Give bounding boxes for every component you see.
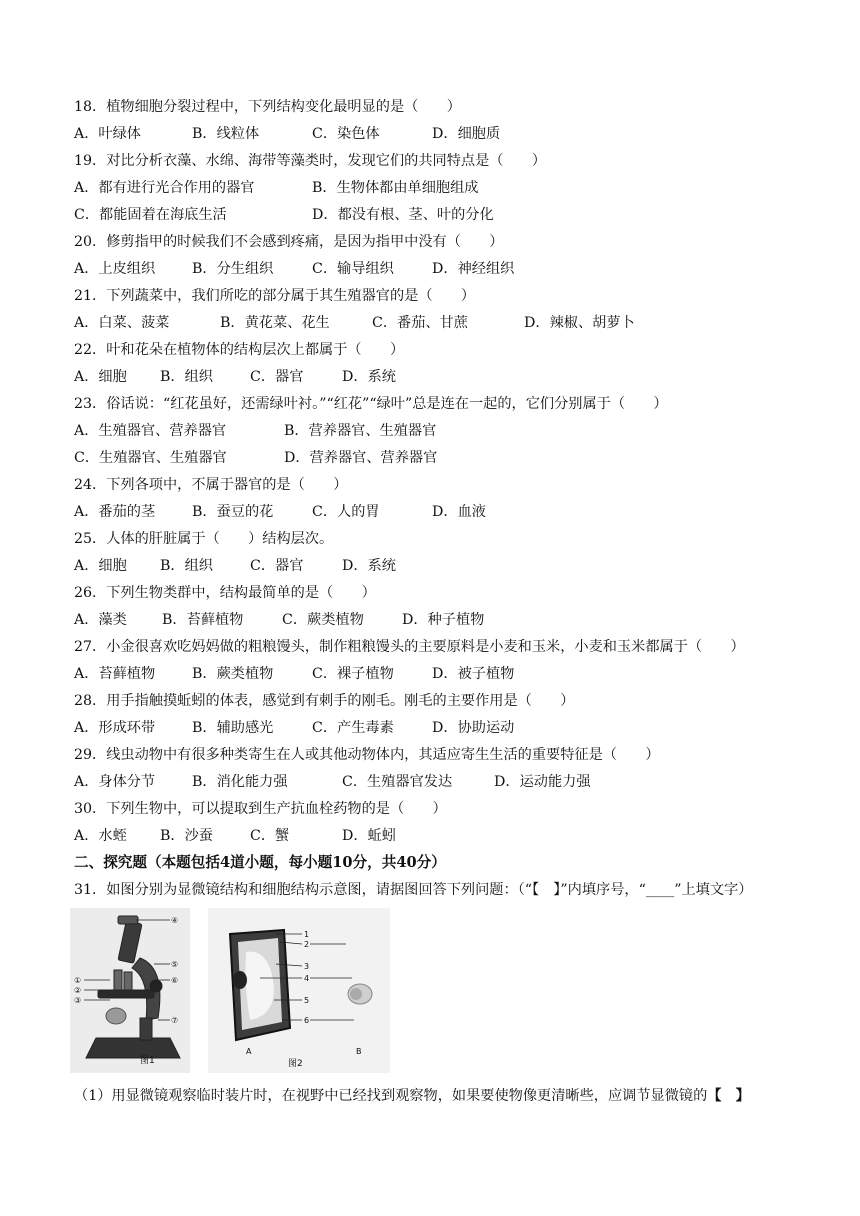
option: D．都没有根、茎、叶的分化	[312, 207, 494, 223]
cell-label-2: 2	[304, 940, 310, 949]
figure2-label-a: A	[246, 1047, 252, 1056]
option: C．蟹	[250, 828, 290, 844]
option: D．神经组织	[432, 261, 515, 277]
option: C．裸子植物	[312, 666, 394, 682]
question-stem: 19．对比分析衣藻、水绵、海带等藻类时，发现它们的共同特点是（ ）	[74, 153, 547, 169]
question-stem: 18．植物细胞分裂过程中，下列结构变化最明显的是（ ）	[74, 99, 461, 115]
option: C．生殖器官发达	[342, 774, 453, 790]
microscope-label-1: ①	[74, 976, 82, 985]
option: A．形成环带	[74, 720, 156, 736]
option: B．沙蚕	[160, 828, 213, 844]
option: A．生殖器官、营养器官	[74, 423, 227, 439]
option: A．细胞	[74, 558, 127, 574]
question-stem: 21．下列蔬菜中，我们所吃的部分属于其生殖器官的是（ ）	[74, 288, 476, 304]
option: B．苔藓植物	[162, 612, 244, 628]
cell-label-1: 1	[304, 930, 310, 939]
option: B．组织	[160, 369, 213, 385]
option: A．番茄的茎	[74, 504, 156, 520]
option: D．系统	[342, 558, 396, 574]
option: B．黄花菜、花生	[220, 315, 330, 331]
question-stem: 24．下列各项中，不属于器官的是（ ）	[74, 477, 348, 493]
cell-label-3: 3	[304, 962, 310, 971]
question-stem: 26．下列生物类群中，结构最简单的是（ ）	[74, 585, 376, 601]
microscope-label-6: ⑥	[171, 976, 179, 985]
option: D．种子植物	[402, 612, 485, 628]
option: A．水蛭	[74, 828, 127, 844]
option: A．苔藓植物	[74, 666, 156, 682]
q31-sub-question-1	[74, 1086, 750, 1106]
option: C．都能固着在海底生活	[74, 207, 227, 223]
option: B．蚕豆的花	[192, 504, 274, 520]
option: D．被子植物	[432, 666, 515, 682]
option: D．血液	[432, 504, 486, 520]
option: D．系统	[342, 369, 396, 385]
option: D．蚯蚓	[342, 828, 396, 844]
microscope-and-cell-diagram	[70, 908, 390, 1078]
option: A．白菜、菠菜	[74, 315, 170, 331]
question-stem: 22．叶和花朵在植物体的结构层次上都属于（ ）	[74, 342, 405, 358]
question-stem: 27．小金很喜欢吃妈妈做的粗粮馒头，制作粗粮馒头的主要原料是小麦和玉米，小麦和玉米都属于（ ）	[74, 639, 745, 655]
option: B．消化能力强	[192, 774, 288, 790]
question-stem: 29．线虫动物中有很多种类寄生在人或其他动物体内，其适应寄生生活的重要特征是（ ）	[74, 747, 660, 763]
cell-b-drawing	[348, 984, 372, 1004]
microscope-label-2: ②	[74, 986, 82, 995]
option: C．生殖器官、生殖器官	[74, 450, 227, 466]
option: D．细胞质	[432, 126, 501, 142]
option: B．生物体都由单细胞组成	[312, 180, 479, 196]
option: C．器官	[250, 369, 304, 385]
option: A．都有进行光合作用的器官	[74, 180, 255, 196]
option: D．营养器官、营养器官	[284, 450, 438, 466]
option: C．染色体	[312, 126, 380, 142]
option: D．辣椒、胡萝卜	[524, 315, 635, 331]
cell-label-6: 6	[304, 1016, 310, 1025]
question-stem: 31．如图分别为显微镜结构和细胞结构示意图，请据图回答下列问题：（“【 】”内填序号，“____”上填文字）	[74, 882, 753, 898]
microscope-label-3: ③	[74, 996, 82, 1005]
option: B．蕨类植物	[192, 666, 274, 682]
option: C．蕨类植物	[282, 612, 364, 628]
option: B．分生组织	[192, 261, 274, 277]
q31-sub1-answer-bracket: 【 】	[707, 1088, 750, 1104]
figure1-caption: 图1	[140, 1056, 155, 1066]
option: D．协助运动	[432, 720, 515, 736]
figure2-caption: 图2	[288, 1059, 303, 1069]
option: B．组织	[160, 558, 213, 574]
option: A．细胞	[74, 369, 127, 385]
option: A．藻类	[74, 612, 127, 628]
question-stem: 30．下列生物中，可以提取到生产抗血栓药物的是（ ）	[74, 801, 447, 817]
question-stem: 23．俗话说：“红花虽好，还需绿叶衬。”“红花”“绿叶”总是连在一起的，它们分别属于（ ）	[74, 396, 668, 412]
figure2-label-b: B	[356, 1047, 362, 1056]
cell-label-5: 5	[304, 996, 310, 1005]
microscope-label-5: ⑤	[171, 960, 179, 969]
section-heading: 二、探究题（本题包括4道小题，每小题10分，共40分）	[74, 854, 446, 871]
option: B．线粒体	[192, 126, 260, 142]
option: C．器官	[250, 558, 304, 574]
question-stem: 25．人体的肝脏属于（ ）结构层次。	[74, 531, 334, 547]
option: A．上皮组织	[74, 261, 156, 277]
option: B．营养器官、生殖器官	[284, 423, 437, 439]
option: C．输导组织	[312, 261, 394, 277]
option: C．人的胃	[312, 504, 380, 520]
question-stem: 28．用手指触摸蚯蚓的体表，感觉到有刺手的刚毛。刚毛的主要作用是（ ）	[74, 693, 575, 709]
question-stem: 20．修剪指甲的时候我们不会感到疼痛，是因为指甲中没有（ ）	[74, 234, 504, 250]
option: C．产生毒素	[312, 720, 394, 736]
option: B．辅助感光	[192, 720, 274, 736]
cell-label-4: 4	[304, 974, 310, 983]
option: A．叶绿体	[74, 126, 141, 142]
option: C．番茄、甘蔗	[372, 315, 468, 331]
figure-area	[70, 908, 390, 1078]
q31-sub1-text: （1）用显微镜观察临时装片时，在视野中已经找到观察物，如果要使物像更清晰些，应调节显微镜的	[74, 1088, 708, 1104]
plant-cell-drawing	[230, 930, 290, 1040]
microscope-label-4: ④	[171, 916, 179, 925]
option: A．身体分节	[74, 774, 156, 790]
option: D．运动能力强	[494, 774, 591, 790]
microscope-label-7: ⑦	[171, 1016, 179, 1025]
